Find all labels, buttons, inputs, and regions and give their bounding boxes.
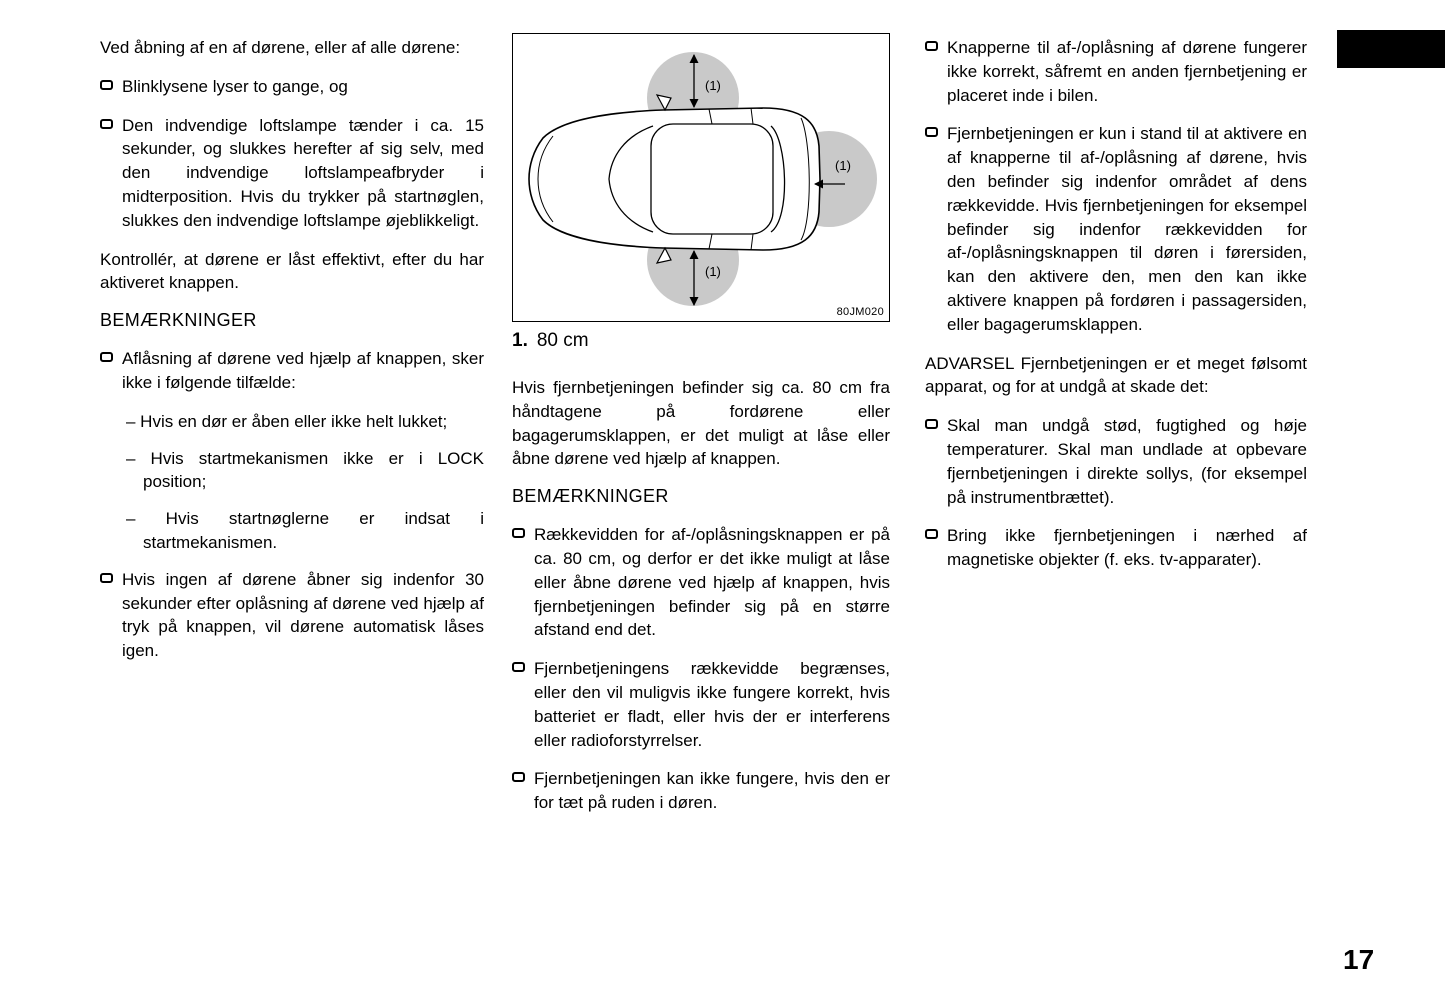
square-bullet-icon [512,662,525,672]
dash-sub-item: – Hvis startnøglerne er indsat i startmekanismen. [126,509,484,552]
list-item-text: Den indvendige loftslampe tænder i ca. 15 sekunder, og slukkes herefter af sig selv, med den indvendige loftslampeafbryder i midterposition. Hvis du trykker på startnøglen, slukkes den indvendige loftslampe øjeblikkeligt. [122,115,484,230]
car-top-view-illustration [513,34,889,321]
square-bullet-icon [925,127,938,137]
square-bullet-icon [100,573,113,583]
list-item-text: Fjernbetjeningens rækkevidde begrænses, eller den vil muligvis ikke fungere korrekt, hvis batteriet er fladt, eller hvis der er interferens eller radioforstyrrelser. [534,659,890,750]
body-paragraph: Hvis fjernbetjeningen befinder sig ca. 80 cm fra håndtagene på fordørene eller bagagerumsklappen, er det muligt at låse eller åbne dørene ved hjælp af knappen. [512,378,890,469]
list-item [100,347,484,395]
list-item [100,114,484,233]
list-item [925,122,1307,336]
figure-car-range [512,33,890,322]
list-item [100,568,484,663]
range-label-rear: (1) [835,158,851,173]
square-bullet-icon [925,41,938,51]
list-item-text: Blinklysene lyser to gange, og [122,76,348,96]
column-middle [512,33,890,830]
check-paragraph: Kontrollér, at dørene er låst effektivt, efter du har aktiveret knappen. [100,249,484,293]
list-item [925,36,1307,107]
square-bullet-icon [925,529,938,539]
square-bullet-icon [100,80,113,90]
list-item-text: Knapperne til af-/oplåsning af dørene fungerer ikke korrekt, såfremt en anden fjernbetjening er placeret inde i bilen. [947,38,1307,105]
list-item-text: Skal man undgå stød, fugtighed og høje temperaturer. Skal man undlade at opbevare fjernbetjeningen i direkte sollys, (for eksempel på instrumentbrættet). [947,416,1307,507]
dash-sub-item: – Hvis startmekanismen ikke er i LOCK position; [126,448,484,492]
list-item-text: Bring ikke fjernbetjeningen i nærhed af magnetiske objekter (f. eks. tv-apparater). [947,526,1307,570]
list-item [512,767,890,815]
range-label-bottom: (1) [705,264,721,279]
dash-sub-item: – Hvis en dør er åben eller ikke helt lukket; [126,411,448,431]
notes-heading: BEMÆRKNINGER [512,486,669,507]
list-item [512,657,890,752]
column-left [100,36,484,678]
list-item-text: Hvis ingen af dørene åbner sig indenfor 30 sekunder efter oplåsning af dørene ved hjælp af tryk på knappen, vil dørene automatisk låses igen. [122,569,484,661]
list-item [925,524,1307,572]
figure-caption-text: 80 cm [536,330,589,351]
square-bullet-icon [512,528,525,538]
list-item [925,414,1307,509]
square-bullet-icon [100,119,113,129]
notes-heading: BEMÆRKNINGER [100,310,257,331]
range-label-top: (1) [705,78,721,93]
list-item [512,523,890,642]
list-item [100,75,484,99]
figure-code: 80JM020 [836,306,884,318]
square-bullet-icon [100,352,113,362]
square-bullet-icon [512,772,525,782]
list-item-text: Fjernbetjeningen er kun i stand til at aktivere en af knapperne til af-/oplåsning af dørene, hvis den befinder sig indenfor området af dens rækkevidde. Hvis fjernbetjeningen for eksempel befinder sig indenfor rækkevidden for af-/oplåsningsknappen til døren i førersiden, kan den aktivere den, men den kan ikke aktivere knappen på fordøren i passagersiden, eller bagagerumsklappen. [947,124,1307,334]
chapter-tab-marker [1337,30,1445,68]
list-item-text: Aflåsning af dørene ved hjælp af knappen, sker ikke i følgende tilfælde: [122,349,484,392]
figure-caption [512,330,890,352]
column-right [925,36,1307,587]
list-item-text: Fjernbetjeningen kan ikke fungere, hvis den er for tæt på ruden i døren. [534,769,890,813]
figure-caption-index: 1. [512,330,528,351]
page-number: 17 [1343,944,1375,975]
square-bullet-icon [925,419,938,429]
intro-paragraph: Ved åbning af en af dørene, eller af alle dørene: [100,38,461,57]
warning-paragraph: ADVARSEL Fjernbetjeningen er et meget følsomt apparat, og for at undgå at skade det: [925,353,1307,397]
list-item-text: Rækkevidden for af-/oplåsningsknappen er på ca. 80 cm, og derfor er det ikke muligt at låse eller åbne dørene ved hjælp af knappen, hvis fjernbetjeningen befinder sig på en større afstand end det. [534,525,890,640]
